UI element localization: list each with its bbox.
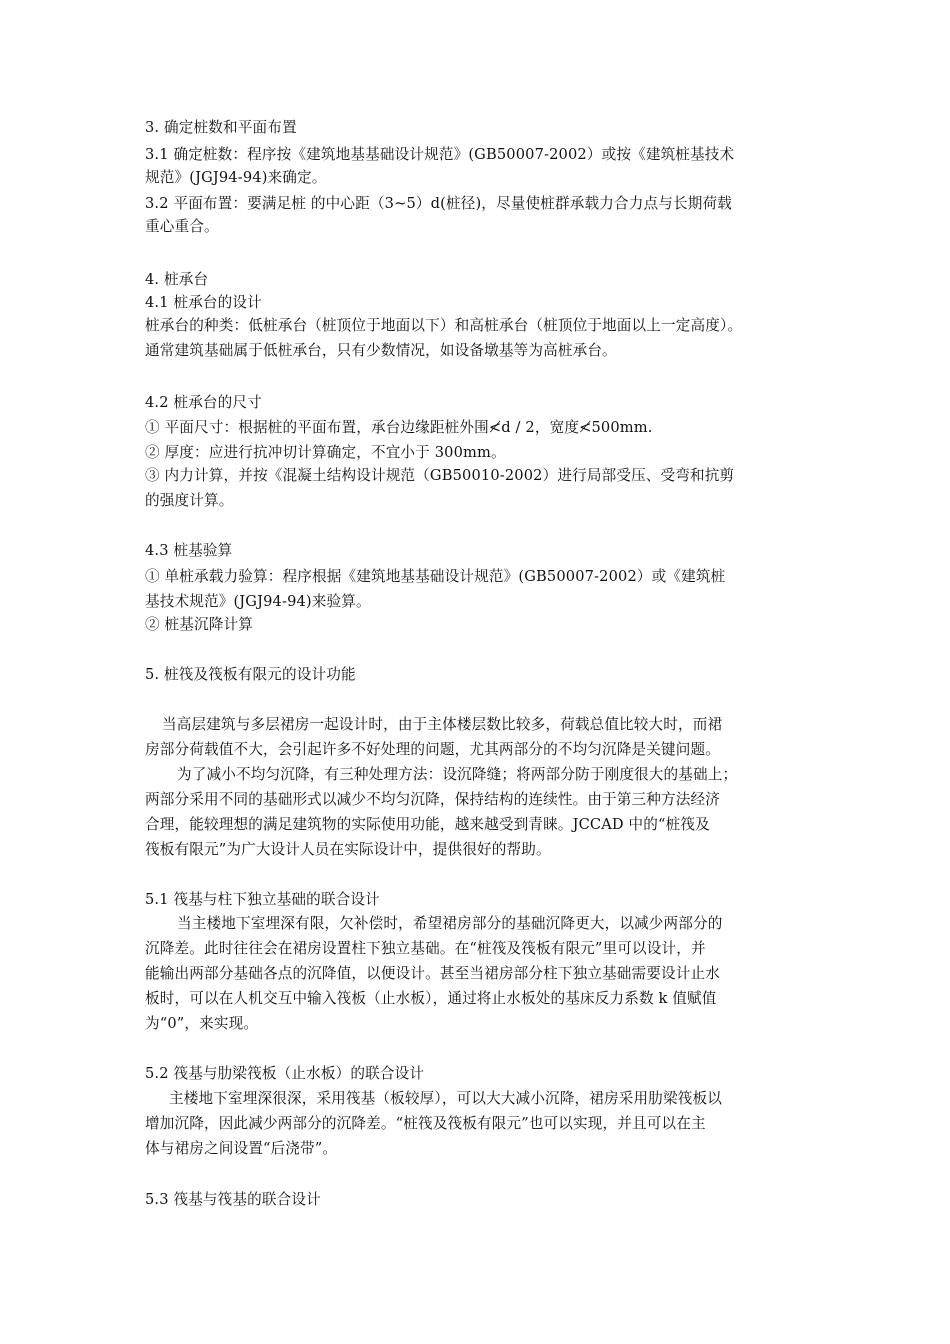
paragraph-line: 为“0”，来实现。 (145, 1015, 259, 1032)
heading-5-3: 5.3 筏基与筏基的联合设计 (145, 1191, 321, 1208)
list-item: ② 桩基沉降计算 (145, 616, 253, 633)
list-item: ① 平面尺寸：根据桩的平面布置，承台边缘距桩外围≮d / 2，宽度≮500mm. (145, 419, 653, 436)
paragraph-line: 为了减小不均匀沉降，有三种处理方法：设沉降缝；将两部分防于刚度很大的基础上； (177, 766, 738, 783)
paragraph-line: 体与裙房之间设置“后浇带”。 (145, 1140, 338, 1157)
paragraph-line: 能输出两部分基础各点的沉降值，以便设计。甚至当裙房部分柱下独立基础需要设计止水 (145, 965, 721, 982)
list-item: ② 厚度：应进行抗冲切计算确定，不宜小于 300mm。 (145, 444, 506, 461)
heading-5-2: 5.2 筏基与肋梁筏板（止水板）的联合设计 (145, 1065, 425, 1082)
paragraph-line: 通常建筑基础属于低桩承台，只有少数情况，如设备墩基等为高桩承台。 (145, 342, 617, 359)
paragraph-line: 3.1 确定桩数：程序按《建筑地基基础设计规范》(GB50007-2002）或按《建筑桩基技术 (145, 146, 735, 163)
paragraph-line: 板时，可以在人机交互中输入筏板（止水板），通过将止水板处的基床反力系数 k 值赋值 (145, 990, 717, 1007)
heading-4-3: 4.3 桩基验算 (145, 542, 233, 559)
heading-5: 5. 桩筏及筏板有限元的设计功能 (145, 666, 356, 683)
list-item: ③ 内力计算，并按《混凝土结构设计规范（GB50010-2002）进行局部受压、受弯和抗剪 (145, 467, 735, 484)
paragraph-line: 当高层建筑与多层裙房一起设计时，由于主体楼层数比较多，荷载总值比较大时，而裙 (162, 716, 723, 733)
heading-5-1: 5.1 筏基与柱下独立基础的联合设计 (145, 891, 380, 908)
paragraph-line: 桩承台的种类：低桩承台（桩顶位于地面以下）和高桩承台（桩顶位于地面以上一定高度）。 (145, 317, 743, 334)
heading-4: 4. 桩承台 (145, 271, 209, 288)
paragraph-line: 房部分荷载值不大，会引起许多不好处理的问题，尤其两部分的不均匀沉降是关键问题。 (145, 741, 721, 758)
list-item-continuation: 的强度计算。 (145, 492, 234, 509)
heading-4-2: 4.2 桩承台的尺寸 (145, 394, 262, 411)
list-item: ① 单桩承载力验算：程序根据《建筑地基基础设计规范》(GB50007-2002）或《建筑桩 (145, 568, 726, 585)
paragraph-line: 当主楼地下室埋深有限，欠补偿时，希望裙房部分的基础沉降更大，以减少两部分的 (177, 915, 723, 932)
paragraph-line: 主楼地下室埋深很深，采用筏基（板较厚），可以大大减小沉降，裙房采用肋梁筏板以 (169, 1090, 722, 1107)
paragraph-line: 筏板有限元”为广大设计人员在实际设计中，提供很好的帮助。 (145, 841, 551, 858)
heading-4-1: 4.1 桩承台的设计 (145, 294, 262, 311)
heading-3: 3. 确定桩数和平面布置 (145, 119, 297, 136)
paragraph-line: 重心重合。 (145, 218, 219, 235)
paragraph-line: 规范》(JGJ94-94)来确定。 (145, 169, 327, 186)
paragraph-line: 两部分采用不同的基础形式以减少不均匀沉降，保持结构的连续性。由于第三种方法经济 (145, 791, 721, 808)
paragraph-line: 沉降差。此时往往会在裙房设置柱下独立基础。在“桩筏及筏板有限元”里可以设计，并 (145, 940, 706, 957)
paragraph-line: 3.2 平面布置：要满足桩 的中心距（3~5）d(桩径)，尽量使桩群承载力合力点与长期荷载 (145, 195, 732, 212)
list-item-continuation: 基技术规范》(JGJ94-94)来验算。 (145, 593, 371, 610)
paragraph-line: 合理，能较理想的满足建筑物的实际使用功能，越来越受到青睐。JCCAD 中的“桩筏及 (145, 816, 710, 833)
paragraph-line: 增加沉降，因此减少两部分的沉降差。“桩筏及筏板有限元”也可以实现，并且可以在主 (145, 1115, 706, 1132)
